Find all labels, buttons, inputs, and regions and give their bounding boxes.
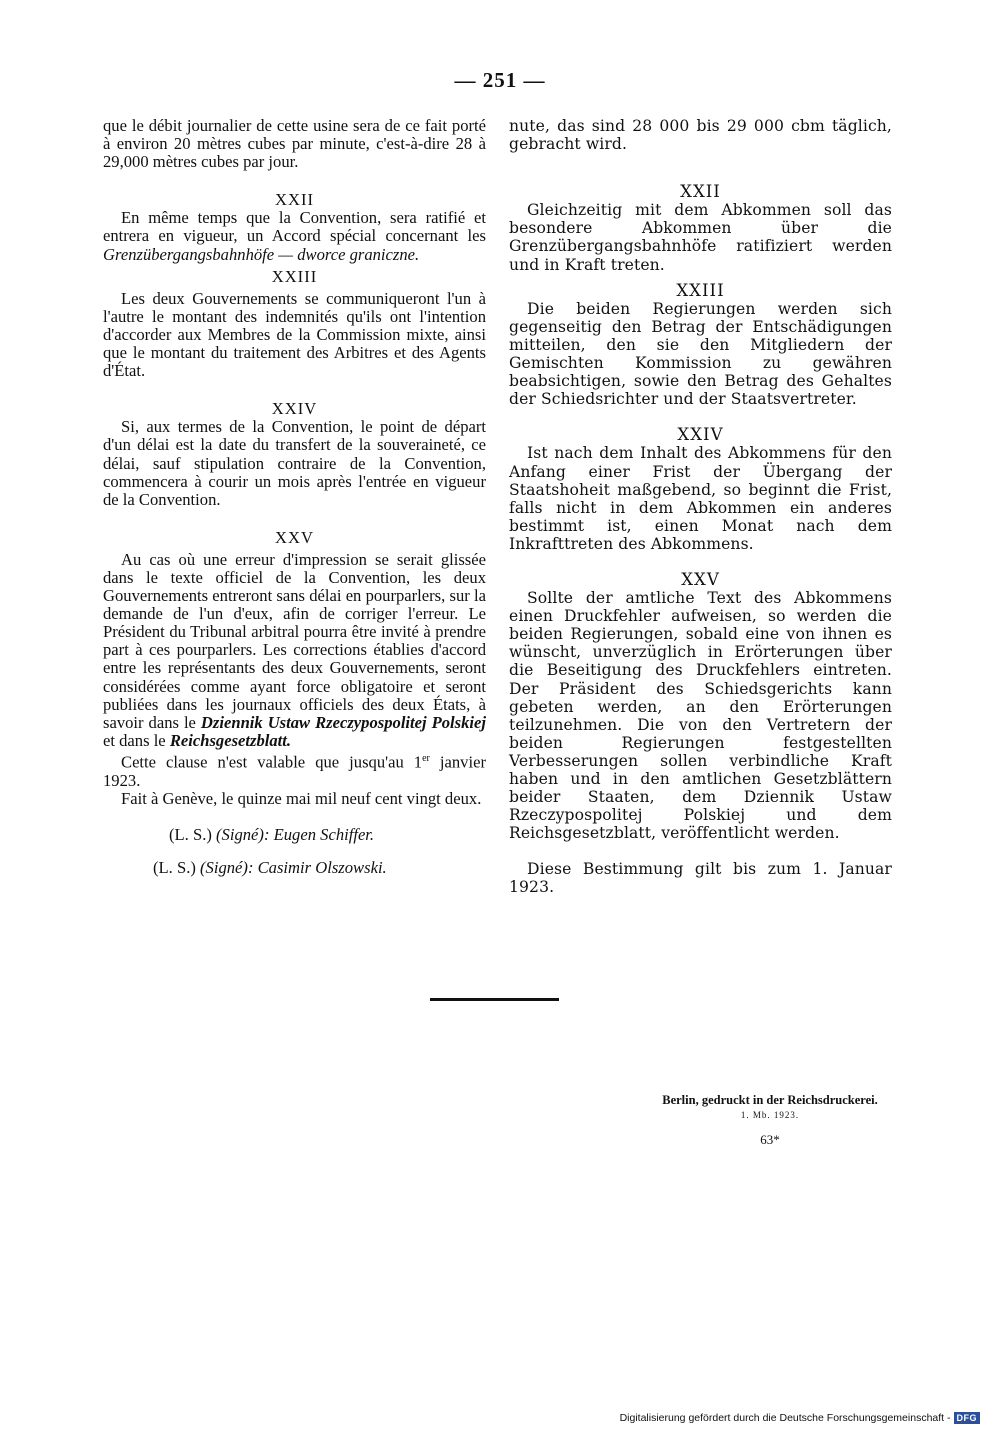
french-heading-xxiii: XXIII xyxy=(271,266,318,286)
french-term-italic: Grenzübergangsbahnhöfe — dworce graniczne. xyxy=(103,244,420,264)
page-number: — 251 — xyxy=(454,68,546,92)
french-article-xxiii: Les deux Gouvernements se communiqueront l'un à l'autre le montant des indemnités qu'ils ont l'intention d'accorder aux Membres de la Commission mixte, ainsi que le montant du traitement des Arbitres et des Agents d'État. xyxy=(103,288,486,381)
french-clause: Cette clause n'est valable que jusqu'au 1er janvier 1923. xyxy=(103,752,486,790)
french-heading-xxv: XXV xyxy=(275,527,314,547)
german-heading-xxii: XXII xyxy=(680,182,721,202)
french-intro: que le débit journalier de cette usine sera de ce fait porté à environ 20 mètres cubes par minute, c'est-à-dire 28 à 29,000 mètres cubes par jour. xyxy=(103,116,486,172)
digitization-footer xyxy=(620,1412,980,1424)
french-column xyxy=(103,117,486,877)
german-article-xxiii: Die beiden Regierungen werden sich gegenseitig den Betrag der Entschädigungen mitteilen, den sie den Mitgliedern der Gemischten Kommission zu gewähren beabsichtigen, sowie den Betrag des Gehaltes der Schiedsrichter und der Staatsvertreter. xyxy=(509,299,892,409)
signature-olszowski: (L. S.) (Signé): Casimir Olszowski. xyxy=(153,857,387,877)
german-heading-xxv: XXV xyxy=(681,569,720,589)
french-journal-german: Reichsgesetzblatt. xyxy=(169,730,292,750)
french-article-xxv: Au cas où une erreur d'impression se serait glissée dans le texte officiel de la Convention, les deux Gouvernements entreront sans délai en pourparlers, sur la demande de l'un d'eux, afin de corriger l'erreur. Le Président du Tribunal arbitral pourra être invité à prendre part à ces pourparlers. Les corrections établies d'accord entre les représentants des deux Gouvernements, seront considérées comme ayant force obligatoire et seront publiées dans les journaux officiels des deux États, à savoir dans le Dziennik Ustaw Rzeczypospolitej Polskiej et dans le Reichsgesetzblatt. xyxy=(103,549,487,750)
german-column xyxy=(509,117,892,897)
french-heading-xxiv: XXIV xyxy=(271,399,318,419)
printer-line: Berlin, gedruckt in der Reichsdruckerei. xyxy=(662,1093,878,1107)
signature-schiffer: (L. S.) (Signé): Eugen Schiffer. xyxy=(169,824,375,844)
german-article-xxii: Gleichzeitig mit dem Abkommen soll das besondere Abkommen über die Grenzübergangsbahnhöfe ratifiziert werden und in Kraft treten. xyxy=(509,201,892,274)
german-heading-xxiv: XXIV xyxy=(677,425,724,445)
footer-text: Digitalisierung gefördert durch die Deutsche Forschungsgemeinschaft - xyxy=(619,1412,951,1424)
printer-imprint xyxy=(640,1093,900,1148)
german-final: Diese Bestimmung gilt bis zum 1. Januar 1923. xyxy=(509,860,892,897)
german-heading-xxiii: XXIII xyxy=(676,280,725,300)
french-article-xxii: En même temps que la Convention, sera ratifié et entrera en vigueur, un Accord spécial concernant les Grenzübergangsbahnhöfe — dworce graniczne. xyxy=(103,208,486,264)
section-rule xyxy=(430,998,559,1001)
french-heading-xxii: XXII xyxy=(274,190,315,210)
sheet-number: 63* xyxy=(760,1132,780,1147)
french-journal-polish: Dziennik Ustaw Rzeczypospolitej Polskiej xyxy=(200,712,487,732)
german-article-xxiv: Ist nach dem Inhalt des Abkommens für den Anfang einer Frist der Übergang der Staatshoheit maßgebend, so beginnt die Frist, falls nicht in dem Abkommen ein anderes bestimmt ist, einen Monat nach dem Inkrafttreten des Abkommens. xyxy=(509,444,892,553)
french-fait: Fait à Genève, le quinze mai mil neuf cent vingt deux. xyxy=(121,788,482,808)
german-article-xxv: Sollte der amtliche Text des Abkommens einen Druckfehler aufweisen, so werden die beiden Regierungen, sobald eine von ihnen es wünscht, unverzüglich in Erörterungen über die Beseitigung des Druckfehlers eintreten. Der Präsident des Schiedsgerichts kann gebeten werden, an den Erörterungen teilzunehmen. Die von den Vertretern der beiden Regierungen festgestellten Verbesserungen sollen verbindliche Kraft haben und in den amtlichen Gesetzblättern beider Staaten, dem Dziennik Ustaw Rzeczypospolitej Polskiej und dem Reichsgesetzblatt, veröffentlicht werden. xyxy=(509,589,892,843)
dfg-logo-icon: DFG xyxy=(954,1412,981,1424)
german-intro: nute, das sind 28 000 bis 29 000 cbm täglich, gebracht wird. xyxy=(509,117,892,154)
printer-date: 1. Mb. 1923. xyxy=(740,1110,800,1120)
french-article-xxiv: Si, aux termes de la Convention, le point de départ d'un délai est la date du transfert de la souveraineté, ce délai, sauf stipulation contraire de la Convention, commencera à courir un mois après l'entrée en vigueur de la Convention. xyxy=(103,417,486,509)
